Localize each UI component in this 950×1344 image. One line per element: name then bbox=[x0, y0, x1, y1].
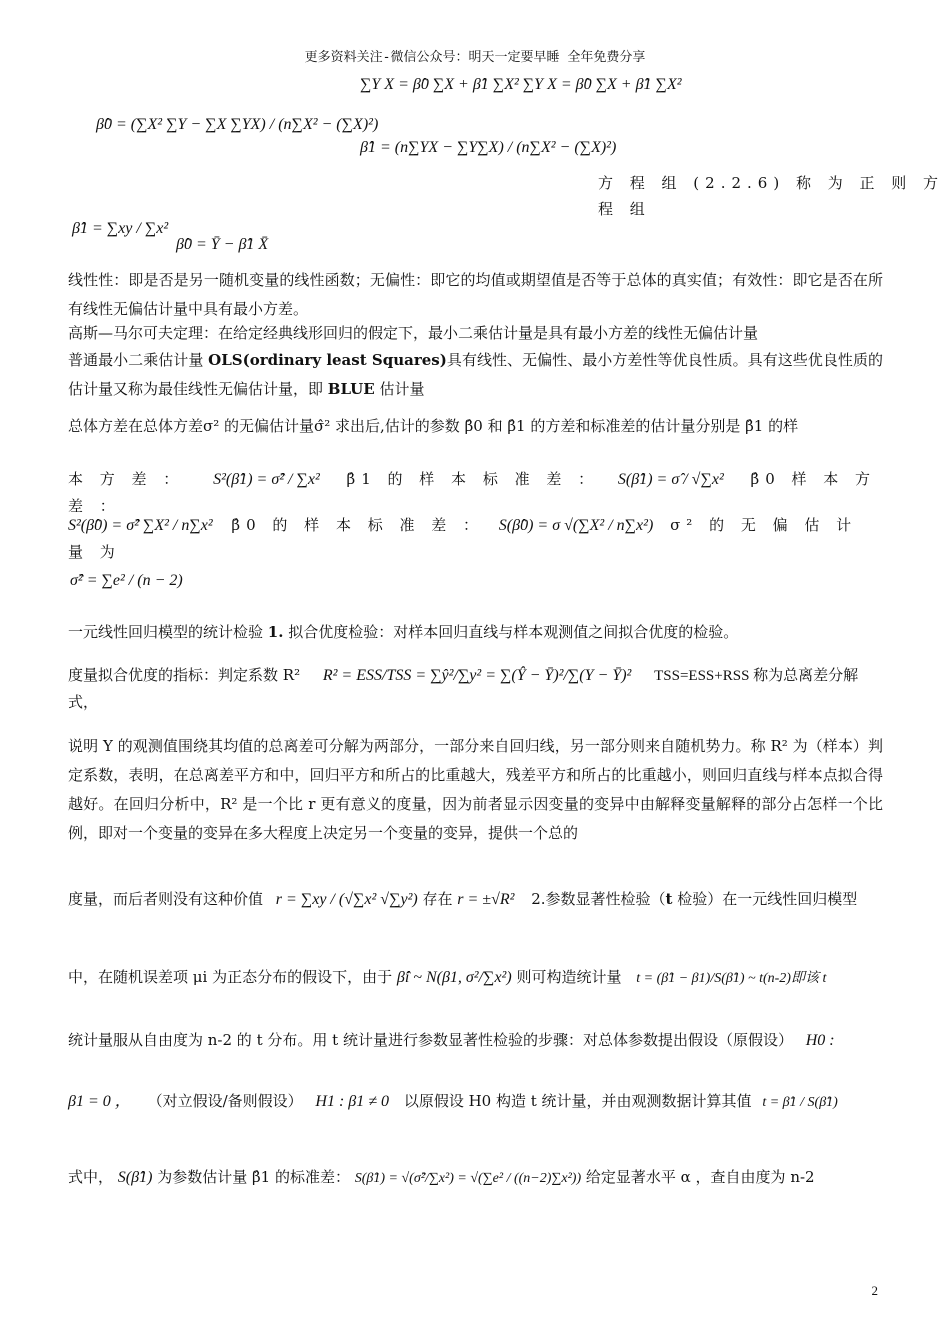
t-statistic-line: 中，在随机误差项 μi 为正态分布的假设下，由于 β̂i ~ N(β1, σ²/∑x²) 则可构造统计量 t = (β̂1 − β1)/S(β̂1) ~ t(n-2)即该 t bbox=[68, 968, 827, 986]
beta0-formula: β̂0 = (∑X² ∑Y − ∑X ∑YX) / (n∑X² − (∑X)²) bbox=[96, 116, 379, 133]
r-squared-line: 度量拟合优度的指标：判定系数 R² R² = ESS/TSS = ∑ŷ²/∑y² = ∑(Ŷ − Ȳ)²/∑(Y − Ȳ)² TSS=ESS+RSS 称为总离差分解式， bbox=[68, 666, 859, 711]
variance-paragraph: 总体方差在总体方差σ² 的无偏估计量σ̂² 求出后,估计的参数 β̂0 和 β̂1 的方差和标准差的估计量分别是 β̂1 的样 bbox=[68, 417, 799, 435]
r-squared-explanation: 说明 Y 的观测值围绕其均值的总离差可分解为两部分，一部分来自回归线，另一部分则来自随机势力。称 R² 为（样本）判定系数，表明，在总离差平方和中，回归平方和所占的比重越大，残差平方和所占的比重越小，则回归直线与样本点拟合得越好。在回归分析中，R² 是一个比 r 更有意义的度量，因为前者显示因变量的变异中由解释变量解释的部分占怎样一个比例，即对一个变量的变异在多大程度上决定另一个变量的变异，提供一个总的 bbox=[68, 737, 883, 842]
beta1-deviation-formula: β̂1 = ∑xy / ∑x² bbox=[72, 220, 169, 237]
sigma-hat-formula: σ̂² = ∑e² / (n − 2) bbox=[70, 572, 183, 589]
normal-equations-note: 方 程 组 (2.2.6) 称 为 正 则 方 程 组 bbox=[598, 174, 945, 218]
beta0-std-line: S²(β̂0) = σ̂² ∑X² / n∑x² β̂0 的 样 本 标 准 差 ： S(β̂0) = σ √(∑X² / n∑x²) σ² 的 无 偏 估 计 量 为 bbox=[68, 516, 858, 561]
page-number: 2 bbox=[871, 1283, 878, 1298]
ols-paragraph: 普通最小二乘估计量 OLS(ordinary least Squares)具有线性、无偏性、最小方差性等优良性质。具有这些优良性质的估计量又称为最佳线性无偏估计量，即 BLUE 估计量 bbox=[68, 351, 884, 398]
sample-variance-line: 本 方 差 ： S²(β̂1) = σ̂² / ∑x² β̂1 的 样 本 标 准 差 ： S(β̂1) = σ̂ / √∑x² β̂0 样 本 方 差 ： bbox=[68, 470, 877, 515]
gauss-markov-paragraph: 高斯—马尔可夫定理：在给定经典线形回归的假定下，最小二乘估计量是具有最小方差的线性无偏估计量 bbox=[68, 324, 759, 342]
standard-error-line: 式中， S(β̂1) 为参数估计量 β̂1 的标准差： S(β̂1) = √(σ̂²/∑x²) = √(∑e² / ((n−2)∑x²)) 给定显著水平 α ，查自由度为 n-2 bbox=[68, 1168, 815, 1186]
properties-paragraph: 线性性：即是否是另一随机变量的线性函数；无偏性：即它的均值或期望值是否等于总体的真实值；有效性：即它是否在所有线性无偏估计量中具有最小方差。 bbox=[68, 271, 883, 318]
alternative-hypothesis-line: β1 = 0 ， （对立假设/备则假设） H1 : β1 ≠ 0 以原假设 H0 构造 t 统计量，并由观测数据计算其值 t = β̂1 / S(β̂1) bbox=[68, 1092, 838, 1110]
hypothesis-line: 统计量服从自由度为 n-2 的 t 分布。用 t 统计量进行参数显著性检验的步骤：对总体参数提出假设（原假设） H0 : bbox=[68, 1031, 835, 1049]
beta1-formula: β̂1 = (n∑YX − ∑Y∑X) / (n∑X² − (∑X)²) bbox=[360, 139, 617, 156]
correlation-line: 度量，而后者则没有这种价值 r = ∑xy / (√∑x² √∑y²) 存在 r = ±√R² 2.参数显著性检验（t 检验）在一元线性回归模型 bbox=[68, 890, 858, 908]
goodness-of-fit-heading: 一元线性回归模型的统计检验 1. 拟合优度检验：对样本回归直线与样本观测值之间拟合优度的检验。 bbox=[68, 623, 739, 641]
page-header: 更多资料关注-微信公众号：明天一定要早睡 全年免费分享 bbox=[304, 50, 646, 65]
normal-equations: ∑Y X = β̂0 ∑X + β̂1 ∑X² ∑Y X = β̂0 ∑X + β̂1 ∑X² bbox=[360, 76, 682, 93]
beta0-mean-formula: β̂0 = Ȳ − β̂1 X̄ bbox=[176, 236, 269, 253]
